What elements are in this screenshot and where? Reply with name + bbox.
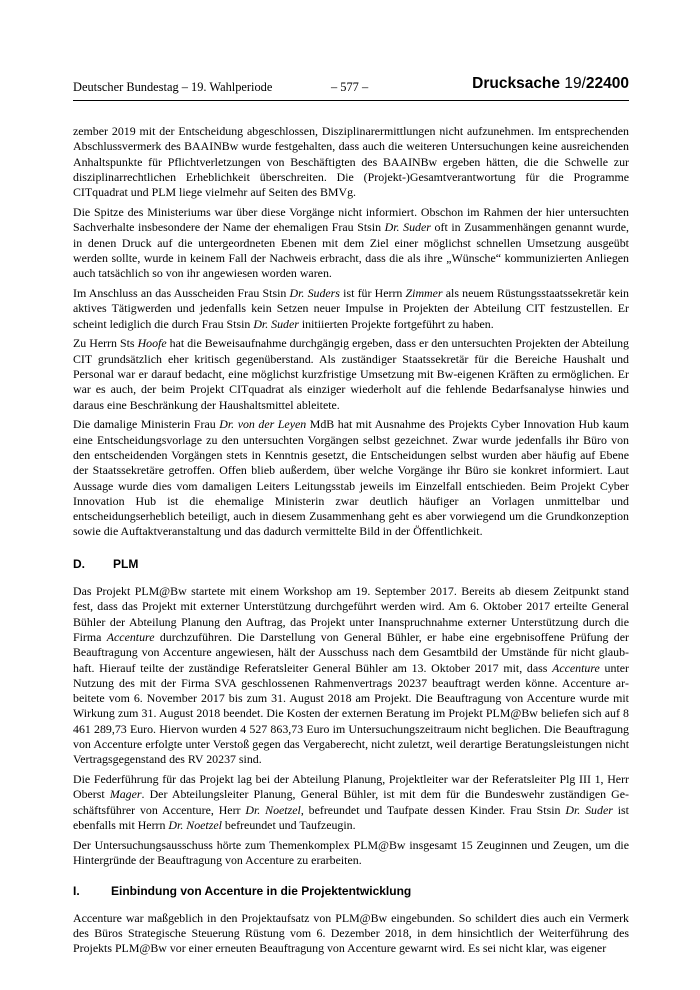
text: initiierten Projekte fortgeführt zu haben. — [298, 316, 494, 331]
document-body — [73, 124, 629, 961]
text: ist für Herrn — [339, 285, 406, 300]
document-number — [472, 75, 629, 93]
person-name: Dr. Suders — [289, 285, 340, 300]
paragraph-8: Der Untersuchungsausschuss hörte zum Themenkomplex PLM@Bw insgesamt 15 Zeuginnen und Zeugen, um die Hintergründe der Beauftragung von Accenture zu erarbeiten. — [73, 837, 629, 868]
document-label: Drucksache — [472, 75, 561, 92]
person-name: Hoofe — [137, 336, 167, 351]
company-name: Accenture — [106, 629, 155, 644]
person-name: Dr. Noetzel — [245, 802, 301, 817]
paragraph-5 — [73, 417, 629, 539]
section-number: I. — [73, 884, 80, 899]
person-name: Dr. Suder — [384, 220, 431, 235]
text: oft in Zusammenhängen genannt wurde, in denen Druck auf die untergeordneten Ebenen mit dem Ziel einer möglichst schnellen Umsetzung ausgeübt werden sollte, wurde in keinem Fall der Nachweis erbracht, dass die als ihre „Wünsche“ kommunizierten Anliegen auch tatsächlich so von ihr angewiesen worden waren. — [73, 220, 629, 281]
text: hat die Beweisaufnahme durchgängig ergeben, dass er den untersuchten Projekten der Abteilung CIT grundsätzlich eher kritisch gegenüberstand. Als zuständiger Staatssekretär für die Bereiche Haushalt und Personal war er darauf bedacht, eine möglichst kurzfristige Umsetzung mit Bw-eigenen Kräften zu ermöglichen. Er war es auch, der beim Projekt CITquadrat als einziger wiederholt auf die fehlende Bedarfsanalyse hinwies und daraus eine Beschränkung der Haushaltsmittel ableitete. — [73, 336, 629, 412]
text: unter Nutzung des mit der Firma SVA geschlossenen Rahmenvertrags 20237 beauftragt werden könne. Accenture arbeitete vom 6. November 2017 bis zum 31. August 2018 am Projekt. Die Beauftragung von Accenture wurde mit Wirkung zum 31. August 2018 beendet. Die Kosten der externen Beratung im Projekt PLM@Bw beliefen sich auf 8 461 289,73 Euro. Hiervon wurden 4 527 863,73 Euro im Untersuchungszeitraum nicht beglichen. Die Beauftragung von Accenture erfolgte unter Verstoß gegen das Vergaberecht, nicht zuletzt, weil derartige Beratungsleistungen nicht Vertragsgegenstand des RV 20237 sind. — [73, 660, 629, 767]
section-title: PLM — [113, 556, 139, 571]
paragraph-1: zember 2019 mit der Entscheidung abgeschlossen, Disziplinarermittlungen nicht aufzunehmen. Im entsprechenden Abschlussvermerk des BAAINBw wurde festgehalten, dass auch die weiteren Untersuchungen keine ausreichenden Anhaltspunkte für Pflichtverletzungen von Beschäftigten des BAAINBw ergeben hätten, die die Schwelle zur disziplinarrechtlichen Erheblichkeit überschreiten. Die (Projekt-)Gesamtverantwortung für die Programme CITquadrat und PLM liege vielmehr auf Seiten des BMVg. — [73, 124, 629, 200]
section-heading-d — [73, 557, 629, 572]
text: als neuem Rüstungsstaatssekretär kein aktives Tätigwerden und jedenfalls kein Setzen neuer Impulse in Projekten der Abteilung CIT festzustellen. Er scheint lediglich die durch Frau Stsin — [73, 285, 629, 331]
page-number: – 577 – — [331, 80, 369, 94]
person-name: Dr. Suder — [253, 316, 299, 331]
text: befreundet und Taufzeugin. — [221, 817, 356, 832]
person-name: Mager — [109, 787, 142, 802]
person-name: Zimmer — [405, 285, 443, 300]
person-name: Dr. Noetzel — [168, 817, 222, 832]
document-number-value: 22400 — [585, 75, 629, 92]
paragraph-9: Accenture war maßgeblich in den Projektaufsatz von PLM@Bw eingebunden. So schildert dies auch ein Vermerk des Büros Strategische Steuerung Rüstung vom 6. Dezember 2018, in dem hinsichtlich der Weiterführung des Projekts PLM@Bw vor einer erneuten Beauftragung von Accenture gewarnt wird. Es sei nicht klar, was eigener — [73, 910, 629, 956]
text: . Der Abteilungsleiter Planung, General Bühler, ist mit dem für die Bundeswehr zuständigen Geschäftsführer von Accenture, Herr — [73, 787, 629, 817]
section-heading-i — [73, 884, 629, 899]
text: Zu Herrn Sts — [73, 336, 138, 351]
text: Die damalige Ministerin Frau — [73, 417, 220, 432]
section-number: D. — [73, 556, 85, 571]
person-name: Dr. Suder — [565, 802, 613, 817]
text: Im Anschluss an das Ausscheiden Frau Stsin — [73, 285, 290, 300]
paragraph-2 — [73, 205, 629, 281]
paragraph-3 — [73, 286, 629, 332]
paragraph-7 — [73, 772, 629, 833]
page-header — [73, 75, 629, 101]
section-title: Einbindung von Accenture in die Projektentwicklung — [111, 884, 412, 899]
text: , befreundet und Taufpate dessen Kinder. Frau Stsin — [300, 802, 566, 817]
paragraph-4 — [73, 336, 629, 412]
text: Die Spitze des Ministeriums war über diese Vorgänge nicht informiert. Obschon im Rahmen der hier untersuchten Sachverhalte insbesondere der Name der ehemaligen Frau Stsin — [73, 204, 629, 235]
text: ist ebenfalls mit Herrn — [73, 802, 629, 832]
text: Das Projekt PLM@Bw startete mit einem Workshop am 19. September 2017. Bereits ab diesem Zeitpunkt stand fest, dass das Projekt mit externer Unterstützung durchgeführt werden wird. Am 6. Oktober 2017 erteilte General Bühler der Abteilung Planung den Auftrag, das Projekt unter Inanspruchnahme externer Unterstützung durch die Firma — [73, 584, 629, 644]
text: Die Federführung für das Projekt lag bei der Abteilung Planung, Projektleiter war der Referatsleiter Plg III 1, Herr Oberst — [73, 772, 629, 802]
document-number-prefix: 19/ — [560, 75, 586, 92]
text: durchzuführen. Die Darstellung von General Bühler, er habe eine ergebnisoffene Prüfung der Beauftragung von Accenture angewiesen, hält der Ausschuss nach dem Gesamtbild der Umstände für nicht glaubhaft. Hierauf teilte der zuständige Referatsleiter General Bühler am 13. Oktober 2017 mit, dass — [73, 629, 629, 675]
company-name: Accenture — [552, 660, 600, 675]
header-title: Deutscher Bundestag – 19. Wahlperiode — [73, 80, 273, 94]
text: MdB hat mit Ausnahme des Projekts Cyber Innovation Hub kaum eine Entscheidungsvorlage zu den untersuchten Vorgängen selbst gezeichnet. Zwar wurde jedenfalls ihr Büro von den entscheidenden Vorgängen stets in Kenntnis gesetzt, die Entscheidungen selbst wurden aber häufig auf Ebene der Staatssekretäre getroffen. Offen blieb außerdem, über welche Vorgänge ihr Büro sie konkret informiert. Laut Aussage wurde dies vom damaligen Leiters Leitungsstab jeweils im Einzelfall entschieden. Beim Projekt Cyber Innovation Hub ist die ehemalige Ministerin zwar deutlich häufiger an Vorlagen unmittelbar und entscheidungserheblich beteiligt, auch in diesem Zusammenhang geht es aber vorwiegend um die Grundkonzeption sowie die Auftaktveranstaltung und das dadurch vermittelte Bild in der Öffentlichkeit. — [73, 417, 629, 539]
person-name: Dr. von der Leyen — [219, 417, 307, 432]
paragraph-6 — [73, 584, 629, 768]
